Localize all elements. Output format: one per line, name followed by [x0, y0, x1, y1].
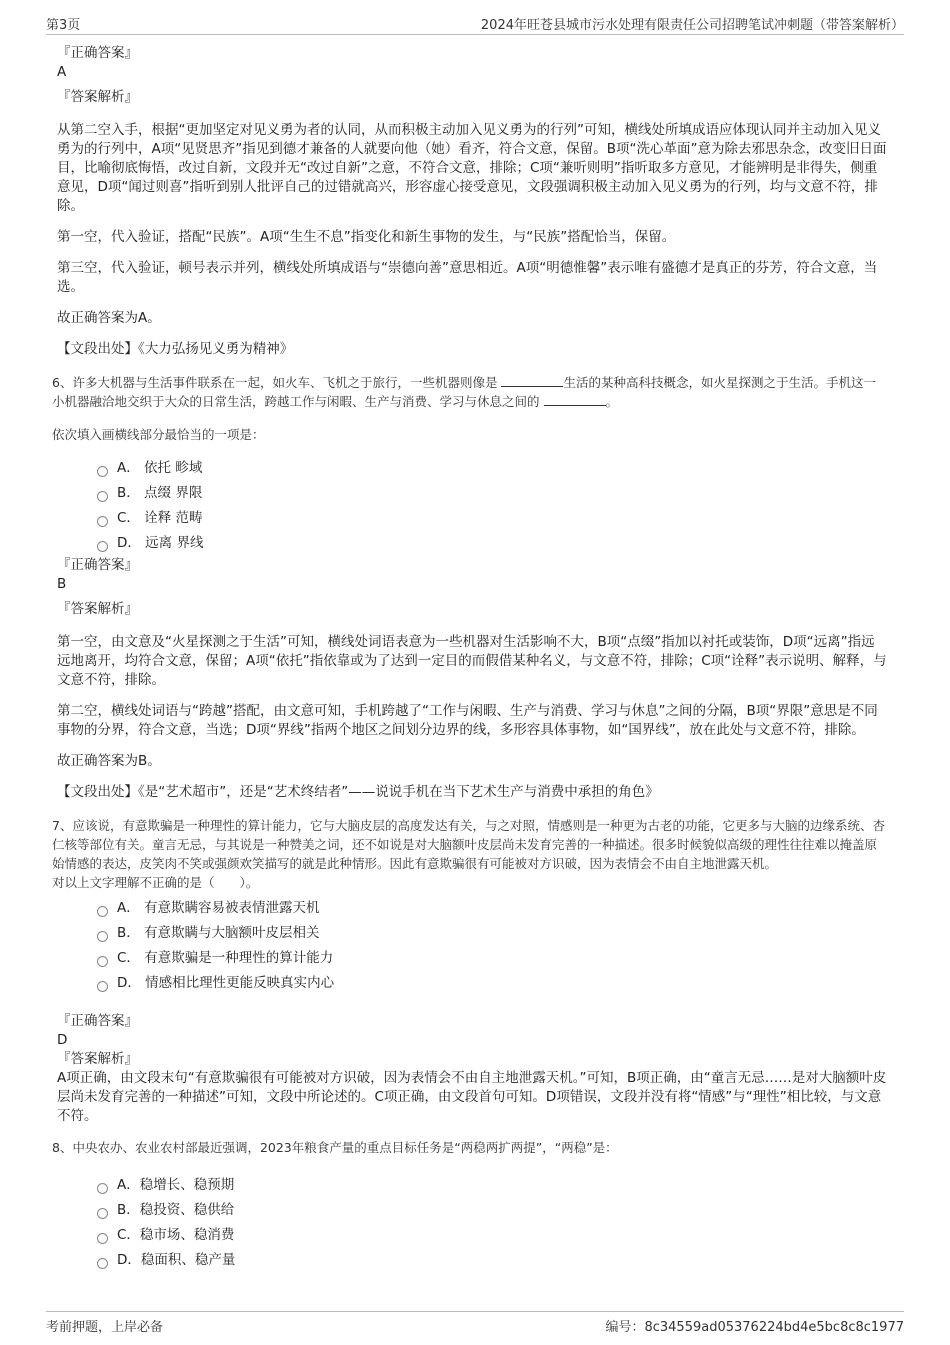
radio-icon[interactable] [97, 491, 108, 502]
q8-option-c[interactable]: C．稳市场、稳消费 [97, 1223, 888, 1248]
q7-analysis: A项正确，由文段末句“有意欺骗很有可能被对方识破，因为表情会不由自主地泄露天机。”可知，B项正确，由“童言无忌……是对大脑额叶皮层尚未发育完善的一种描述”可知，文段中所论述的。C项正确，由文段首句可知。D项错误，文段并没有将“情感”与“理性”相比较，与文意不符。 [57, 1070, 887, 1124]
radio-icon[interactable] [97, 541, 108, 552]
q7-option-c[interactable]: C． 有意欺骗是一种理性的算计能力 [97, 946, 888, 971]
q7-answer: D [57, 1032, 68, 1048]
q7-option-d[interactable]: D． 情感相比理性更能反映真实内心 [97, 971, 888, 996]
document-title: 2024年旺苍县城市污水处理有限责任公司招聘笔试冲刺题（带答案解析） [480, 18, 904, 33]
q5-answer: A [57, 64, 67, 80]
q7-option-a[interactable]: A． 有意欺瞒容易被表情泄露天机 [97, 896, 888, 921]
radio-icon[interactable] [97, 1208, 108, 1219]
q6-conclusion: 故正确答案为B。 [57, 753, 161, 769]
q6-blank-2 [544, 393, 606, 406]
q6-option-a[interactable]: A． 依托 畛域 [97, 456, 888, 481]
analysis-label: 『答案解析』 [57, 601, 138, 617]
q8-option-b[interactable]: B．稳投资、稳供给 [97, 1198, 888, 1223]
document-body [52, 44, 888, 1273]
radio-icon[interactable] [97, 1258, 108, 1269]
q8-option-a[interactable]: A．稳增长、稳预期 [97, 1173, 888, 1198]
q8-stem: 8、中央农办、农业农村部最近强调，2023年粮食产量的重点目标任务是“两稳两扩两提”，“两稳”是： [52, 1140, 618, 1155]
q6-source: 【文段出处】《是“艺术超市”，还是“艺术终结者”——说说手机在当下艺术生产与消费中承担的角色》 [57, 784, 659, 800]
footer-slogan: 考前押题，上岸必备 [46, 1320, 164, 1335]
q7-option-b[interactable]: B． 有意欺瞒与大脑额叶皮层相关 [97, 921, 888, 946]
q7-options [97, 896, 888, 996]
radio-icon[interactable] [97, 906, 108, 917]
q6-answer: B [57, 576, 67, 592]
page-header [46, 12, 904, 35]
analysis-label: 『答案解析』 [57, 89, 138, 105]
q5-analysis-3: 第三空，代入验证，顿号表示并列，横线处所填成语与“崇德向善”意思相近。A项“明德惟馨”表示唯有盛德才是真正的芬芳，符合文意，当选。 [57, 260, 878, 295]
radio-icon[interactable] [97, 1183, 108, 1194]
page-footer [46, 1311, 904, 1339]
page-number: 第3页 [46, 18, 81, 33]
radio-icon[interactable] [97, 981, 108, 992]
q6-stem: 6、许多大机器与生活事件联系在一起，如火车、飞机之于旅行，一些机器则像是 生活的某种高科技概念，如火星探测之于生活。手机这一小机器融洽地交织于大众的日常生活，跨越工作与闲暇、生产与消费、学习与休息之间的 。 [52, 375, 876, 409]
q6-blank-1 [501, 374, 563, 387]
q6-prompt: 依次填入画横线部分最恰当的一项是： [52, 427, 265, 442]
q5-conclusion: 故正确答案为A。 [57, 310, 161, 326]
radio-icon[interactable] [97, 956, 108, 967]
document-code: 编号：8c34559ad05376224bd4e5bc8c8c1977 [605, 1320, 904, 1335]
radio-icon[interactable] [97, 466, 108, 477]
radio-icon[interactable] [97, 931, 108, 942]
q6-option-b[interactable]: B． 点缀 界限 [97, 481, 888, 506]
correct-answer-label: 『正确答案』 [57, 45, 138, 61]
q6-option-d[interactable]: D． 远离 界线 [97, 531, 888, 556]
q5-analysis-2: 第一空，代入验证，搭配“民族”。A项“生生不息”指变化和新生事物的发生，与“民族”搭配恰当，保留。 [57, 229, 676, 245]
q5-analysis-1: 从第二空入手，根据“更加坚定对见义勇为者的认同，从而积极主动加入见义勇为的行列”可知，横线处所填成语应体现认同并主动加入见义勇为的行列中，A项“见贤思齐”指见到德才兼备的人就要向他（她）看齐，符合文意，保留。B项“洗心革面”意为除去邪思杂念，改变旧日面目，比喻彻底悔悟，改过自新，文段并无“改过自新”之意，不符合文意，排除；C项“兼听则明”指听取多方意见，才能辨明是非得失，侧重意见，D项“闻过则喜”指听到别人批评自己的过错就高兴，形容虚心接受意见，文段强调积极主动加入见义勇为的行列，均与文意不符，排除。 [57, 122, 887, 214]
radio-icon[interactable] [97, 1233, 108, 1244]
q6-analysis-2: 第二空，横线处词语与“跨越”搭配，由文意可知，手机跨越了“工作与闲暇、生产与消费、学习与休息”之间的分隔，B项“界限”意思是不同事物的分界，符合文意，当选；D项“界线”指两个地区之间划分边界的线，多形容具体事物，如“国界线”，放在此处与文意不符，排除。 [57, 703, 878, 738]
q7-stem: 7、应该说，有意欺骗是一种理性的算计能力，它与大脑皮层的高度发达有关，与之对照，情感则是一种更为古老的功能，它更多与大脑的边缘系统、杏仁核等部位有关。童言无忌，与其说是一种赞美之词，还不如说是对大脑额叶皮层尚未发育完善的一种描述。很多时候貌似高级的理性往往难以掩盖原始情感的表达，皮笑肉不笑或强颜欢笑描写的就是此种情形。因此有意欺骗很有可能被对方识破，因为表情会不由自主地泄露天机。 [52, 818, 885, 871]
q7-prompt: 对以上文字理解不正确的是（ ）。 [52, 875, 259, 890]
q6-options [97, 456, 888, 556]
q8-options [97, 1173, 888, 1273]
correct-answer-label: 『正确答案』 [57, 557, 138, 573]
q5-source: 【文段出处】《大力弘扬见义勇为精神》 [57, 341, 294, 357]
q6-analysis-1: 第一空，由文意及“火星探测之于生活”可知，横线处词语表意为一些机器对生活影响不大，B项“点缀”指加以衬托或装饰，D项“远离”指远远地离开，均符合文意，保留；A项“依托”指依靠或为了达到一定目的而假借某种名义，与文意不符，排除；C项“诠释”表示说明、解释，与文意不符，排除。 [57, 634, 887, 688]
correct-answer-label: 『正确答案』 [57, 1013, 138, 1029]
radio-icon[interactable] [97, 516, 108, 527]
q8-option-d[interactable]: D．稳面积、稳产量 [97, 1248, 888, 1273]
q6-option-c[interactable]: C． 诠释 范畴 [97, 506, 888, 531]
analysis-label: 『答案解析』 [57, 1051, 138, 1067]
